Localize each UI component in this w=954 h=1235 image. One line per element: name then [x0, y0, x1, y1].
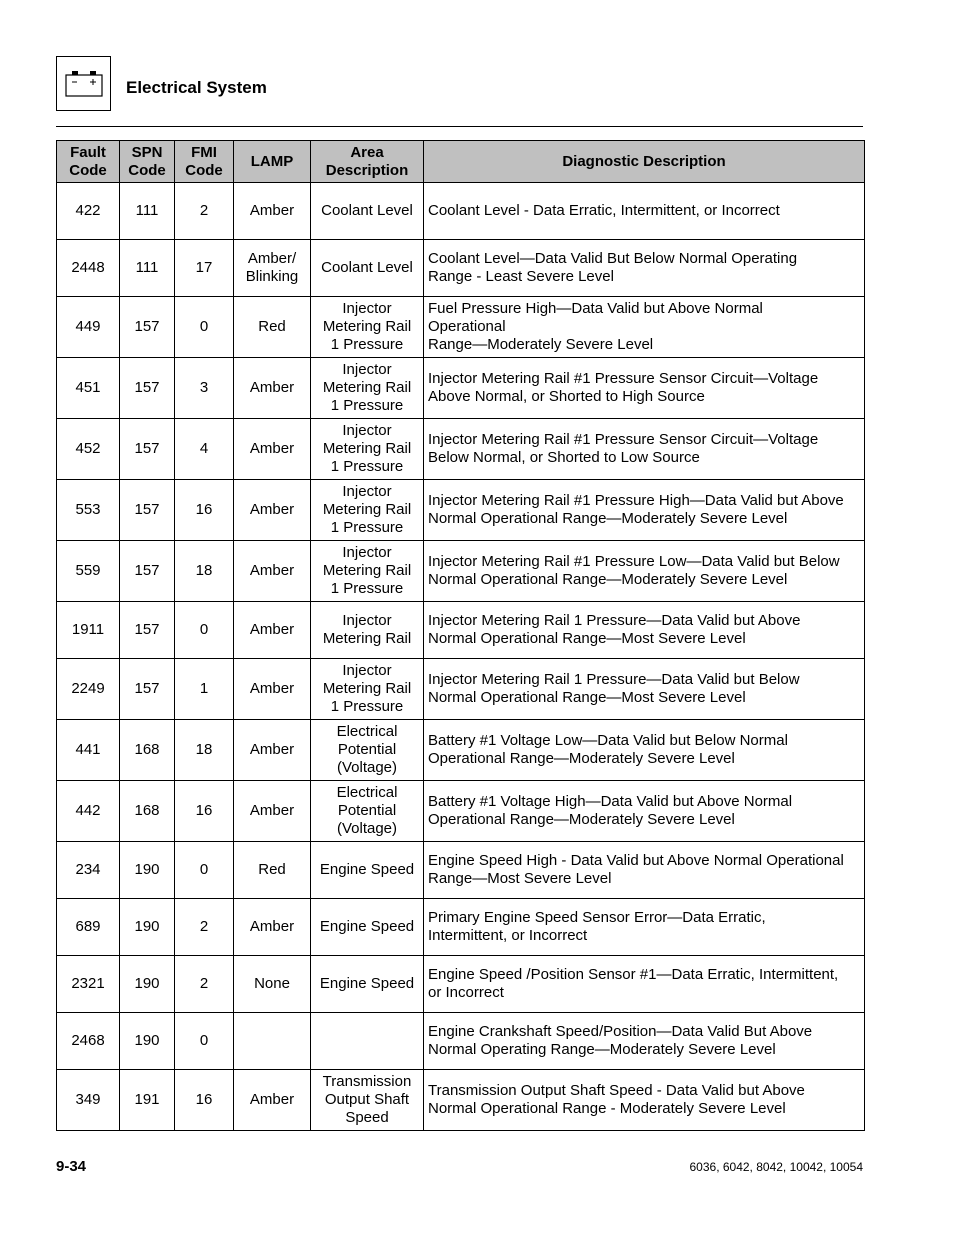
table-row — [57, 240, 865, 297]
diagnostic-description-cell — [424, 602, 865, 659]
cell-text-line: Speed — [345, 1109, 389, 1126]
cell-text-line: None — [254, 975, 290, 992]
section-title: Electrical System — [126, 78, 267, 97]
cell-text-line: FMI — [191, 143, 217, 161]
lamp-cell — [234, 1070, 311, 1131]
cell-text-line: Description — [325, 161, 409, 179]
header-rule — [56, 126, 863, 127]
cell-text-line: Operational Range—Moderately Severe Level — [428, 811, 735, 828]
table-row — [57, 358, 865, 419]
cell-text-line: Injector Metering Rail #1 Pressure Sensor Circuit—Voltage — [428, 431, 819, 448]
cell-text-line: Blinking — [245, 268, 299, 285]
lamp-cell — [234, 419, 311, 480]
fault-code-cell: 553 — [57, 480, 120, 541]
cell-text-line: (Voltage) — [336, 759, 398, 776]
lamp-cell — [234, 956, 311, 1013]
cell-text-line: Amber — [249, 379, 295, 396]
cell-text-line: Amber — [249, 202, 295, 219]
cell-text-line: Engine Speed — [319, 861, 415, 878]
cell-text-line: Battery #1 Voltage High—Data Valid but Above Normal — [428, 793, 793, 810]
spn-code-cell: 190 — [120, 956, 175, 1013]
cell-text-line: Normal Operational Range—Most Severe Level — [428, 689, 746, 706]
fault-code-cell: 451 — [57, 358, 120, 419]
lamp-cell — [234, 842, 311, 899]
cell-text-line: Engine Crankshaft Speed/Position—Data Valid But Above — [428, 1023, 813, 1040]
cell-text-line: Metering Rail — [322, 680, 412, 697]
fmi-code-cell: 16 — [175, 480, 234, 541]
cell-text-line: Range—Moderately Severe Level — [428, 336, 654, 353]
lamp-cell — [234, 781, 311, 842]
spn-code-cell: 168 — [120, 781, 175, 842]
cell-text-line: Coolant Level — [321, 202, 413, 219]
cell-text-line: Coolant Level — [321, 259, 413, 276]
lamp-cell — [234, 602, 311, 659]
table-row — [57, 781, 865, 842]
battery-icon — [65, 71, 103, 97]
table-row — [57, 842, 865, 899]
cell-text-line: Above Normal, or Shorted to High Source — [428, 388, 705, 405]
area-description-cell — [311, 541, 424, 602]
cell-text-line: Coolant Level - Data Erratic, Intermittent, or Incorrect — [428, 202, 780, 219]
battery-icon-box — [56, 56, 111, 111]
fault-code-cell: 452 — [57, 419, 120, 480]
spn-code-cell: 190 — [120, 899, 175, 956]
cell-text-line: Amber/ — [247, 250, 297, 267]
cell-text-line: Output Shaft — [324, 1091, 410, 1108]
table-row — [57, 480, 865, 541]
cell-text-line: Metering Rail — [322, 630, 412, 647]
fault-code-cell: 2249 — [57, 659, 120, 720]
diagnostic-description-cell — [424, 842, 865, 899]
lamp-cell — [234, 1013, 311, 1070]
spn-code-cell: 168 — [120, 720, 175, 781]
cell-text-line: Fault — [70, 143, 106, 161]
area-description-cell — [311, 899, 424, 956]
spn-code-cell: 190 — [120, 842, 175, 899]
area-description-cell — [311, 480, 424, 541]
cell-text-line: Normal Operational Range—Moderately Severe Level — [428, 571, 788, 588]
diagnostic-description-cell — [424, 781, 865, 842]
cell-text-line: 1 Pressure — [330, 336, 404, 353]
table-row — [57, 956, 865, 1013]
table-row — [57, 659, 865, 720]
area-description-cell — [311, 602, 424, 659]
diagnostic-description-cell — [424, 297, 865, 358]
lamp-cell — [234, 358, 311, 419]
fmi-code-cell: 16 — [175, 1070, 234, 1131]
fault-code-cell: 234 — [57, 842, 120, 899]
spn-code-cell: 157 — [120, 480, 175, 541]
cell-text-line: Metering Rail — [322, 318, 412, 335]
table-header-row — [57, 141, 865, 183]
cell-text-line: Metering Rail — [322, 379, 412, 396]
area-description-cell — [311, 358, 424, 419]
cell-text-line: Amber — [249, 680, 295, 697]
area-description-cell — [311, 781, 424, 842]
diagnostic-description-cell — [424, 358, 865, 419]
lamp-cell — [234, 240, 311, 297]
cell-text-line: Operational — [428, 318, 506, 335]
cell-text-line: Red — [258, 318, 286, 335]
cell-text-line: Fuel Pressure High—Data Valid but Above Normal — [428, 300, 763, 317]
lamp-cell — [234, 720, 311, 781]
area-description-cell — [311, 1070, 424, 1131]
spn-code-cell: 157 — [120, 541, 175, 602]
diagnostic-description-cell — [424, 480, 865, 541]
cell-text-line: Potential — [337, 802, 397, 819]
diagnostic-description-cell — [424, 899, 865, 956]
table-row — [57, 1013, 865, 1070]
cell-text-line: Normal Operational Range—Moderately Severe Level — [428, 510, 788, 527]
cell-text-line: Engine Speed — [319, 918, 415, 935]
lamp-cell — [234, 297, 311, 358]
fmi-code-cell: 0 — [175, 1013, 234, 1070]
cell-text-line: Normal Operational Range - Moderately Severe Level — [428, 1100, 786, 1117]
area-description-cell — [311, 720, 424, 781]
spn-code-cell: 157 — [120, 602, 175, 659]
cell-text-line: Amber — [249, 1091, 295, 1108]
cell-text-line: Metering Rail — [322, 440, 412, 457]
fmi-code-cell: 0 — [175, 602, 234, 659]
cell-text-line: Code — [185, 161, 223, 179]
cell-text-line: Amber — [249, 802, 295, 819]
cell-text-line: Injector Metering Rail #1 Pressure High—Data Valid but Above — [428, 492, 844, 509]
fmi-code-cell: 16 — [175, 781, 234, 842]
cell-text-line: Injector Metering Rail 1 Pressure—Data Valid but Below — [428, 671, 800, 688]
cell-text-line: Normal Operating Range—Moderately Severe Level — [428, 1041, 776, 1058]
cell-text-line: Transmission — [322, 1073, 412, 1090]
spn-code-cell: 157 — [120, 659, 175, 720]
table-row — [57, 602, 865, 659]
fmi-code-cell: 3 — [175, 358, 234, 419]
area-description-cell — [311, 240, 424, 297]
fault-code-cell: 349 — [57, 1070, 120, 1131]
table-row — [57, 1070, 865, 1131]
cell-text-line: Red — [258, 861, 286, 878]
cell-text-line: Amber — [249, 918, 295, 935]
spn-code-cell: 111 — [120, 183, 175, 240]
cell-text-line: Amber — [249, 741, 295, 758]
fault-code-cell: 449 — [57, 297, 120, 358]
cell-text-line: 1 Pressure — [330, 397, 404, 414]
cell-text-line: Injector — [342, 361, 392, 378]
fault-code-cell: 2448 — [57, 240, 120, 297]
lamp-cell — [234, 659, 311, 720]
table-row — [57, 183, 865, 240]
cell-text-line: Amber — [249, 440, 295, 457]
diagnostic-description-cell — [424, 240, 865, 297]
cell-text-line: SPN — [131, 143, 163, 161]
cell-text-line: Engine Speed — [319, 975, 415, 992]
page-number: 9-34 — [56, 1158, 87, 1175]
cell-text-line: Amber — [249, 501, 295, 518]
cell-text-line: Primary Engine Speed Sensor Error—Data Erratic, — [428, 909, 766, 926]
lamp-cell — [234, 541, 311, 602]
table-row — [57, 899, 865, 956]
fault-code-cell: 422 — [57, 183, 120, 240]
table-row — [57, 720, 865, 781]
spn-code-cell: 191 — [120, 1070, 175, 1131]
fmi-code-cell: 2 — [175, 183, 234, 240]
cell-text-line: Injector — [342, 422, 392, 439]
cell-text-line: Injector Metering Rail #1 Pressure Low—Data Valid but Below — [428, 553, 840, 570]
diagnostic-description-cell — [424, 659, 865, 720]
lamp-cell — [234, 480, 311, 541]
area-description-cell — [311, 419, 424, 480]
spn-code-cell: 157 — [120, 358, 175, 419]
fmi-code-cell: 0 — [175, 297, 234, 358]
cell-text-line: Battery #1 Voltage Low—Data Valid but Below Normal — [428, 732, 788, 749]
cell-text-line: Injector — [342, 544, 392, 561]
diagnostic-description-cell — [424, 183, 865, 240]
cell-text-line: 1 Pressure — [330, 580, 404, 597]
fault-code-cell: 559 — [57, 541, 120, 602]
fmi-code-cell: 1 — [175, 659, 234, 720]
cell-text-line: Injector — [342, 662, 392, 679]
cell-text-line: Metering Rail — [322, 501, 412, 518]
col-header-diagnostic-description — [424, 141, 865, 183]
fmi-code-cell: 2 — [175, 956, 234, 1013]
fault-code-cell: 1911 — [57, 602, 120, 659]
cell-text-line: Coolant Level—Data Valid But Below Normal Operating — [428, 250, 798, 267]
cell-text-line: Operational Range—Moderately Severe Level — [428, 750, 735, 767]
area-description-cell — [311, 956, 424, 1013]
cell-text-line: Code — [128, 161, 166, 179]
area-description-cell — [311, 659, 424, 720]
cell-text-line: 1 Pressure — [330, 519, 404, 536]
cell-text-line: Electrical — [336, 784, 398, 801]
cell-text-line: 1 Pressure — [330, 698, 404, 715]
spn-code-cell: 190 — [120, 1013, 175, 1070]
col-header-lamp — [234, 141, 311, 183]
cell-text-line: 1 Pressure — [330, 458, 404, 475]
col-header-spn-code — [120, 141, 175, 183]
spn-code-cell: 157 — [120, 419, 175, 480]
diagnostic-description-cell — [424, 1013, 865, 1070]
fmi-code-cell: 4 — [175, 419, 234, 480]
cell-text-line: Amber — [249, 562, 295, 579]
cell-text-line: Injector Metering Rail 1 Pressure—Data Valid but Above — [428, 612, 801, 629]
cell-text-line: Metering Rail — [322, 562, 412, 579]
cell-text-line: Amber — [249, 621, 295, 638]
diagnostic-description-cell — [424, 720, 865, 781]
fmi-code-cell: 17 — [175, 240, 234, 297]
cell-text-line: or Incorrect — [428, 984, 504, 1001]
cell-text-line: Area — [350, 143, 384, 161]
cell-text-line: Code — [69, 161, 107, 179]
cell-text-line: Engine Speed High - Data Valid but Above Normal Operational — [428, 852, 844, 869]
fmi-code-cell: 18 — [175, 720, 234, 781]
fault-code-cell: 441 — [57, 720, 120, 781]
table-row — [57, 419, 865, 480]
fmi-code-cell: 2 — [175, 899, 234, 956]
area-description-cell — [311, 297, 424, 358]
col-header-fmi-code — [175, 141, 234, 183]
col-header-fault-code — [57, 141, 120, 183]
model-numbers: 6036, 6042, 8042, 10042, 10054 — [689, 1160, 863, 1174]
cell-text-line: Intermittent, or Incorrect — [428, 927, 588, 944]
cell-text-line: (Voltage) — [336, 820, 398, 837]
lamp-cell — [234, 899, 311, 956]
fault-code-cell: 689 — [57, 899, 120, 956]
cell-text-line: Below Normal, or Shorted to Low Source — [428, 449, 700, 466]
fmi-code-cell: 0 — [175, 842, 234, 899]
cell-text-line: Diagnostic Description — [562, 152, 726, 170]
fault-code-cell: 442 — [57, 781, 120, 842]
diagnostic-description-cell — [424, 956, 865, 1013]
cell-text-line: Electrical — [336, 723, 398, 740]
cell-text-line: Injector — [342, 612, 392, 629]
cell-text-line: Range—Most Severe Level — [428, 870, 612, 887]
fmi-code-cell: 18 — [175, 541, 234, 602]
cell-text-line: Injector — [342, 300, 392, 317]
diagnostic-description-cell — [424, 541, 865, 602]
cell-text-line: Potential — [337, 741, 397, 758]
cell-text-line: LAMP — [250, 152, 294, 170]
col-header-area-description — [311, 141, 424, 183]
fault-code-table — [56, 140, 865, 1131]
cell-text-line: Transmission Output Shaft Speed - Data Valid but Above — [428, 1082, 805, 1099]
cell-text-line: Normal Operational Range—Most Severe Level — [428, 630, 746, 647]
cell-text-line: Range - Least Severe Level — [428, 268, 614, 285]
cell-text-line: Injector Metering Rail #1 Pressure Sensor Circuit—Voltage — [428, 370, 819, 387]
cell-text-line: Injector — [342, 483, 392, 500]
area-description-cell — [311, 183, 424, 240]
fault-code-cell: 2468 — [57, 1013, 120, 1070]
lamp-cell — [234, 183, 311, 240]
area-description-cell — [311, 842, 424, 899]
diagnostic-description-cell — [424, 419, 865, 480]
area-description-cell — [311, 1013, 424, 1070]
fault-rows — [57, 183, 865, 1131]
fault-code-cell: 2321 — [57, 956, 120, 1013]
spn-code-cell: 111 — [120, 240, 175, 297]
table-row — [57, 541, 865, 602]
table-row — [57, 297, 865, 358]
spn-code-cell: 157 — [120, 297, 175, 358]
cell-text-line: Engine Speed /Position Sensor #1—Data Erratic, Intermittent, — [428, 966, 839, 983]
diagnostic-description-cell — [424, 1070, 865, 1131]
